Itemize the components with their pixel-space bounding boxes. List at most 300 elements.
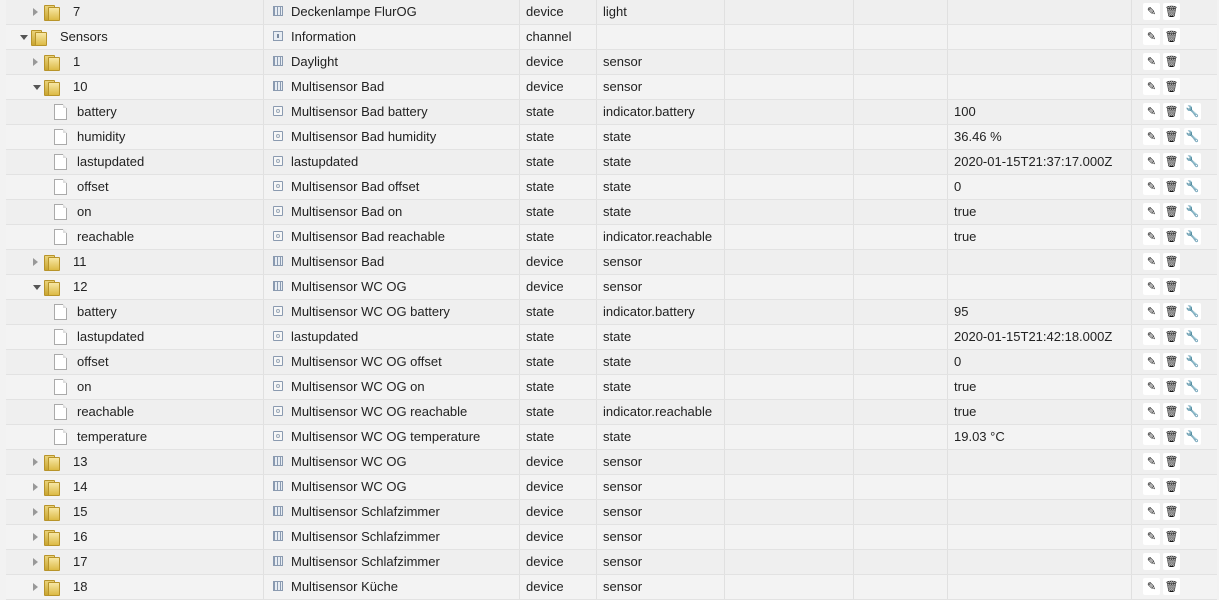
tree-row[interactable]: [6, 200, 1217, 225]
object-name: Multisensor WC OG temperature: [291, 429, 481, 444]
room-cell: [725, 25, 854, 49]
value-cell: [948, 175, 1132, 199]
room-cell: [725, 300, 854, 324]
room-cell: [725, 575, 854, 599]
object-type: state: [526, 129, 555, 144]
delete-icon[interactable]: 🗑: [1164, 105, 1179, 118]
object-role: sensor: [603, 454, 643, 469]
tree-row[interactable]: [6, 225, 1217, 250]
edit-icon[interactable]: ✎: [1143, 503, 1160, 520]
value-cell: [948, 75, 1132, 99]
role-cell: [597, 375, 725, 399]
expand-toggle-icon[interactable]: [33, 533, 38, 541]
object-id: reachable: [77, 404, 135, 419]
object-name: Deckenlampe FlurOG: [291, 4, 417, 19]
object-id: battery: [77, 104, 117, 119]
tree-row[interactable]: [6, 400, 1217, 425]
value-cell: [948, 450, 1132, 474]
object-value: true: [954, 204, 977, 219]
id-cell: [6, 175, 264, 199]
object-id: 7: [73, 4, 81, 19]
role-cell: [597, 0, 725, 24]
object-value: 36.46 %: [954, 129, 1002, 144]
edit-icon[interactable]: ✎: [1143, 553, 1160, 570]
room-cell: [725, 350, 854, 374]
type-cell: [520, 225, 597, 249]
object-role: sensor: [603, 504, 643, 519]
object-id: 16: [73, 529, 88, 544]
object-name: Multisensor WC OG battery: [291, 304, 450, 319]
function-cell: [854, 225, 948, 249]
name-cell: [264, 25, 520, 49]
type-cell: [520, 350, 597, 374]
id-cell: [6, 125, 264, 149]
file-icon: [54, 104, 67, 120]
type-cell: [520, 475, 597, 499]
tree-row[interactable]: [6, 475, 1217, 500]
object-id: offset: [77, 179, 109, 194]
expand-toggle-icon[interactable]: [33, 8, 38, 16]
expand-toggle-icon[interactable]: [33, 508, 38, 516]
delete-icon[interactable]: 🗑: [1164, 480, 1179, 493]
folder-icon: [44, 530, 59, 544]
role-cell: [597, 350, 725, 374]
role-cell: [597, 550, 725, 574]
id-cell: [6, 300, 264, 324]
delete-icon[interactable]: 🗑: [1164, 130, 1179, 143]
value-cell: [948, 150, 1132, 174]
object-id: 14: [73, 479, 88, 494]
object-name: Multisensor WC OG offset: [291, 354, 442, 369]
folder-icon: [44, 555, 59, 569]
name-cell: [264, 0, 520, 24]
folder-icon: [31, 30, 46, 44]
expand-toggle-icon[interactable]: [33, 483, 38, 491]
object-name: Daylight: [291, 54, 338, 69]
tree-row[interactable]: [6, 525, 1217, 550]
actions-cell: [1132, 500, 1217, 524]
object-id: 18: [73, 579, 88, 594]
file-icon: [54, 429, 67, 445]
edit-icon[interactable]: ✎: [1143, 478, 1160, 495]
tree-row[interactable]: [6, 175, 1217, 200]
value-cell: [948, 225, 1132, 249]
file-icon: [54, 129, 67, 145]
object-name: lastupdated: [291, 329, 359, 344]
tree-row[interactable]: [6, 275, 1217, 300]
actions-cell: [1132, 525, 1217, 549]
object-value: true: [954, 379, 977, 394]
tree-row[interactable]: [6, 150, 1217, 175]
tree-row[interactable]: [6, 75, 1217, 100]
actions-cell: [1132, 225, 1217, 249]
edit-icon[interactable]: ✎: [1143, 328, 1160, 345]
object-role: sensor: [603, 79, 643, 94]
actions-cell: [1132, 300, 1217, 324]
function-cell: [854, 275, 948, 299]
tree-row[interactable]: [6, 550, 1217, 575]
type-cell: [520, 450, 597, 474]
actions-cell: [1132, 550, 1217, 574]
tree-row[interactable]: [6, 575, 1217, 600]
object-name: Multisensor Küche: [291, 579, 398, 594]
object-type: state: [526, 379, 555, 394]
object-id: 17: [73, 554, 88, 569]
settings-icon[interactable]: 🔧: [1185, 355, 1200, 368]
type-cell: [520, 200, 597, 224]
edit-icon[interactable]: ✎: [1143, 78, 1160, 95]
object-type-icon: [273, 556, 283, 566]
room-cell: [725, 525, 854, 549]
type-cell: [520, 500, 597, 524]
object-name: Multisensor WC OG reachable: [291, 404, 468, 419]
value-cell: [948, 400, 1132, 424]
role-cell: [597, 325, 725, 349]
name-cell: [264, 325, 520, 349]
delete-icon[interactable]: 🗑: [1164, 230, 1179, 243]
value-cell: [948, 575, 1132, 599]
object-type: state: [526, 429, 555, 444]
function-cell: [854, 75, 948, 99]
object-type-icon: [273, 231, 283, 241]
edit-icon[interactable]: ✎: [1143, 203, 1160, 220]
object-tree-grid: [6, 0, 1217, 600]
settings-icon[interactable]: 🔧: [1185, 180, 1200, 193]
object-type-icon: [273, 81, 283, 91]
value-cell: [948, 125, 1132, 149]
edit-icon[interactable]: ✎: [1143, 453, 1160, 470]
object-id: battery: [77, 304, 117, 319]
room-cell: [725, 500, 854, 524]
object-name: Multisensor WC OG: [291, 279, 407, 294]
object-type-icon: [273, 106, 283, 116]
delete-icon[interactable]: 🗑: [1164, 330, 1179, 343]
delete-icon[interactable]: 🗑: [1164, 280, 1179, 293]
edit-icon[interactable]: ✎: [1143, 28, 1160, 45]
object-role: sensor: [603, 279, 643, 294]
object-id: lastupdated: [77, 329, 145, 344]
id-cell: [6, 550, 264, 574]
room-cell: [725, 225, 854, 249]
object-role: sensor: [603, 529, 643, 544]
type-cell: [520, 400, 597, 424]
object-type-icon: [273, 56, 283, 66]
delete-icon[interactable]: 🗑: [1164, 505, 1179, 518]
tree-row[interactable]: [6, 450, 1217, 475]
role-cell: [597, 275, 725, 299]
file-icon: [54, 379, 67, 395]
expand-toggle-icon[interactable]: [33, 258, 38, 266]
name-cell: [264, 275, 520, 299]
object-type: device: [526, 579, 564, 594]
id-cell: [6, 150, 264, 174]
expand-toggle-icon[interactable]: [33, 85, 41, 90]
object-role: state: [603, 329, 632, 344]
edit-icon[interactable]: ✎: [1143, 428, 1160, 445]
room-cell: [725, 75, 854, 99]
folder-icon: [44, 480, 59, 494]
object-id: 10: [73, 79, 88, 94]
folder-icon: [44, 455, 59, 469]
function-cell: [854, 50, 948, 74]
object-id: reachable: [77, 229, 135, 244]
object-type-icon: [273, 456, 283, 466]
delete-icon[interactable]: 🗑: [1164, 555, 1179, 568]
tree-row[interactable]: [6, 25, 1217, 50]
name-cell: [264, 150, 520, 174]
id-cell: [6, 450, 264, 474]
actions-cell: [1132, 325, 1217, 349]
name-cell: [264, 425, 520, 449]
function-cell: [854, 575, 948, 599]
delete-icon[interactable]: 🗑: [1164, 380, 1179, 393]
name-cell: [264, 75, 520, 99]
edit-icon[interactable]: ✎: [1143, 128, 1160, 145]
settings-icon[interactable]: 🔧: [1185, 105, 1200, 118]
role-cell: [597, 300, 725, 324]
expand-toggle-icon[interactable]: [33, 458, 38, 466]
name-cell: [264, 100, 520, 124]
object-type: device: [526, 79, 564, 94]
expand-toggle-icon[interactable]: [20, 35, 28, 40]
function-cell: [854, 525, 948, 549]
object-type-icon: [273, 306, 283, 316]
object-name: Multisensor Schlafzimmer: [291, 554, 440, 569]
id-cell: [6, 575, 264, 599]
object-type-icon: [273, 356, 283, 366]
role-cell: [597, 25, 725, 49]
id-cell: [6, 525, 264, 549]
object-name: Multisensor Bad: [291, 79, 385, 94]
function-cell: [854, 350, 948, 374]
edit-icon[interactable]: ✎: [1143, 253, 1160, 270]
delete-icon[interactable]: 🗑: [1164, 180, 1179, 193]
object-value: 0: [954, 179, 962, 194]
object-type-icon: [273, 531, 283, 541]
edit-icon[interactable]: ✎: [1143, 353, 1160, 370]
delete-icon[interactable]: 🗑: [1164, 580, 1179, 593]
room-cell: [725, 175, 854, 199]
edit-icon[interactable]: ✎: [1143, 103, 1160, 120]
delete-icon[interactable]: 🗑: [1164, 155, 1179, 168]
delete-icon[interactable]: 🗑: [1164, 255, 1179, 268]
actions-cell: [1132, 400, 1217, 424]
id-cell: [6, 250, 264, 274]
object-role: state: [603, 154, 632, 169]
tree-row[interactable]: [6, 125, 1217, 150]
object-name: Multisensor Bad on: [291, 204, 403, 219]
actions-cell: [1132, 50, 1217, 74]
role-cell: [597, 100, 725, 124]
object-type-icon: [273, 481, 283, 491]
object-type: device: [526, 454, 564, 469]
tree-row[interactable]: [6, 100, 1217, 125]
id-cell: [6, 50, 264, 74]
tree-row[interactable]: [6, 425, 1217, 450]
value-cell: [948, 200, 1132, 224]
role-cell: [597, 50, 725, 74]
edit-icon[interactable]: ✎: [1143, 3, 1160, 20]
file-icon: [54, 404, 67, 420]
object-type-icon: [273, 206, 283, 216]
actions-cell: [1132, 0, 1217, 24]
delete-icon[interactable]: 🗑: [1164, 530, 1179, 543]
value-cell: [948, 25, 1132, 49]
expand-toggle-icon[interactable]: [33, 58, 38, 66]
delete-icon[interactable]: 🗑: [1164, 5, 1179, 18]
settings-icon[interactable]: 🔧: [1185, 405, 1200, 418]
edit-icon[interactable]: ✎: [1143, 53, 1160, 70]
object-type: state: [526, 304, 555, 319]
role-cell: [597, 450, 725, 474]
room-cell: [725, 425, 854, 449]
object-role: sensor: [603, 254, 643, 269]
edit-icon[interactable]: ✎: [1143, 403, 1160, 420]
object-role: indicator.battery: [603, 304, 695, 319]
role-cell: [597, 575, 725, 599]
name-cell: [264, 525, 520, 549]
object-type-icon: [273, 31, 283, 41]
actions-cell: [1132, 25, 1217, 49]
delete-icon[interactable]: 🗑: [1164, 405, 1179, 418]
type-cell: [520, 75, 597, 99]
actions-cell: [1132, 350, 1217, 374]
object-name: Multisensor Schlafzimmer: [291, 504, 440, 519]
room-cell: [725, 200, 854, 224]
settings-icon[interactable]: 🔧: [1185, 155, 1200, 168]
value-cell: [948, 100, 1132, 124]
object-value: 19.03 °C: [954, 429, 1005, 444]
object-type-icon: [273, 6, 283, 16]
function-cell: [854, 550, 948, 574]
actions-cell: [1132, 250, 1217, 274]
object-role: state: [603, 179, 632, 194]
object-type: device: [526, 504, 564, 519]
room-cell: [725, 150, 854, 174]
edit-icon[interactable]: ✎: [1143, 303, 1160, 320]
object-id: offset: [77, 354, 109, 369]
object-name: Multisensor Schlafzimmer: [291, 529, 440, 544]
name-cell: [264, 450, 520, 474]
settings-icon[interactable]: 🔧: [1185, 205, 1200, 218]
object-value: true: [954, 404, 977, 419]
tree-row[interactable]: [6, 300, 1217, 325]
edit-icon[interactable]: ✎: [1143, 153, 1160, 170]
type-cell: [520, 300, 597, 324]
expand-toggle-icon[interactable]: [33, 558, 38, 566]
settings-icon[interactable]: 🔧: [1185, 430, 1200, 443]
settings-icon[interactable]: 🔧: [1185, 305, 1200, 318]
role-cell: [597, 250, 725, 274]
delete-icon[interactable]: 🗑: [1164, 205, 1179, 218]
tree-row[interactable]: [6, 250, 1217, 275]
delete-icon[interactable]: 🗑: [1164, 55, 1179, 68]
tree-row[interactable]: [6, 325, 1217, 350]
object-name: lastupdated: [291, 154, 359, 169]
object-type-icon: [273, 156, 283, 166]
object-type: state: [526, 154, 555, 169]
name-cell: [264, 400, 520, 424]
delete-icon[interactable]: 🗑: [1164, 305, 1179, 318]
type-cell: [520, 125, 597, 149]
folder-icon: [44, 5, 59, 19]
delete-icon[interactable]: 🗑: [1164, 80, 1179, 93]
object-role: sensor: [603, 479, 643, 494]
tree-row[interactable]: [6, 0, 1217, 25]
object-role: sensor: [603, 554, 643, 569]
file-icon: [54, 304, 67, 320]
id-cell: [6, 275, 264, 299]
name-cell: [264, 225, 520, 249]
object-type: state: [526, 104, 555, 119]
object-id: 15: [73, 504, 88, 519]
tree-row[interactable]: [6, 350, 1217, 375]
expand-toggle-icon[interactable]: [33, 285, 41, 290]
delete-icon[interactable]: 🗑: [1164, 355, 1179, 368]
value-cell: [948, 350, 1132, 374]
object-value: 2020-01-15T21:37:17.000Z: [954, 154, 1113, 169]
edit-icon[interactable]: ✎: [1143, 578, 1160, 595]
type-cell: [520, 100, 597, 124]
value-cell: [948, 375, 1132, 399]
id-cell: [6, 475, 264, 499]
object-role: sensor: [603, 579, 643, 594]
value-cell: [948, 500, 1132, 524]
role-cell: [597, 525, 725, 549]
role-cell: [597, 75, 725, 99]
object-id: Sensors: [60, 29, 108, 44]
edit-icon[interactable]: ✎: [1143, 378, 1160, 395]
delete-icon[interactable]: 🗑: [1164, 455, 1179, 468]
edit-icon[interactable]: ✎: [1143, 278, 1160, 295]
settings-icon[interactable]: 🔧: [1185, 380, 1200, 393]
settings-icon[interactable]: 🔧: [1185, 230, 1200, 243]
room-cell: [725, 50, 854, 74]
file-icon: [54, 204, 67, 220]
value-cell: [948, 475, 1132, 499]
type-cell: [520, 375, 597, 399]
value-cell: [948, 525, 1132, 549]
object-name: Multisensor WC OG: [291, 454, 407, 469]
object-name: Multisensor Bad humidity: [291, 129, 437, 144]
value-cell: [948, 50, 1132, 74]
delete-icon[interactable]: 🗑: [1164, 430, 1179, 443]
room-cell: [725, 375, 854, 399]
object-type: device: [526, 279, 564, 294]
tree-row[interactable]: [6, 50, 1217, 75]
tree-row[interactable]: [6, 375, 1217, 400]
role-cell: [597, 175, 725, 199]
tree-row[interactable]: [6, 500, 1217, 525]
object-type: device: [526, 554, 564, 569]
actions-cell: [1132, 275, 1217, 299]
object-id: 1: [73, 54, 81, 69]
folder-icon: [44, 580, 59, 594]
settings-icon[interactable]: 🔧: [1185, 130, 1200, 143]
name-cell: [264, 575, 520, 599]
room-cell: [725, 475, 854, 499]
object-type-icon: [273, 431, 283, 441]
edit-icon[interactable]: ✎: [1143, 528, 1160, 545]
role-cell: [597, 400, 725, 424]
function-cell: [854, 425, 948, 449]
object-value: 0: [954, 354, 962, 369]
settings-icon[interactable]: 🔧: [1185, 330, 1200, 343]
delete-icon[interactable]: 🗑: [1164, 30, 1179, 43]
edit-icon[interactable]: ✎: [1143, 228, 1160, 245]
edit-icon[interactable]: ✎: [1143, 178, 1160, 195]
type-cell: [520, 175, 597, 199]
